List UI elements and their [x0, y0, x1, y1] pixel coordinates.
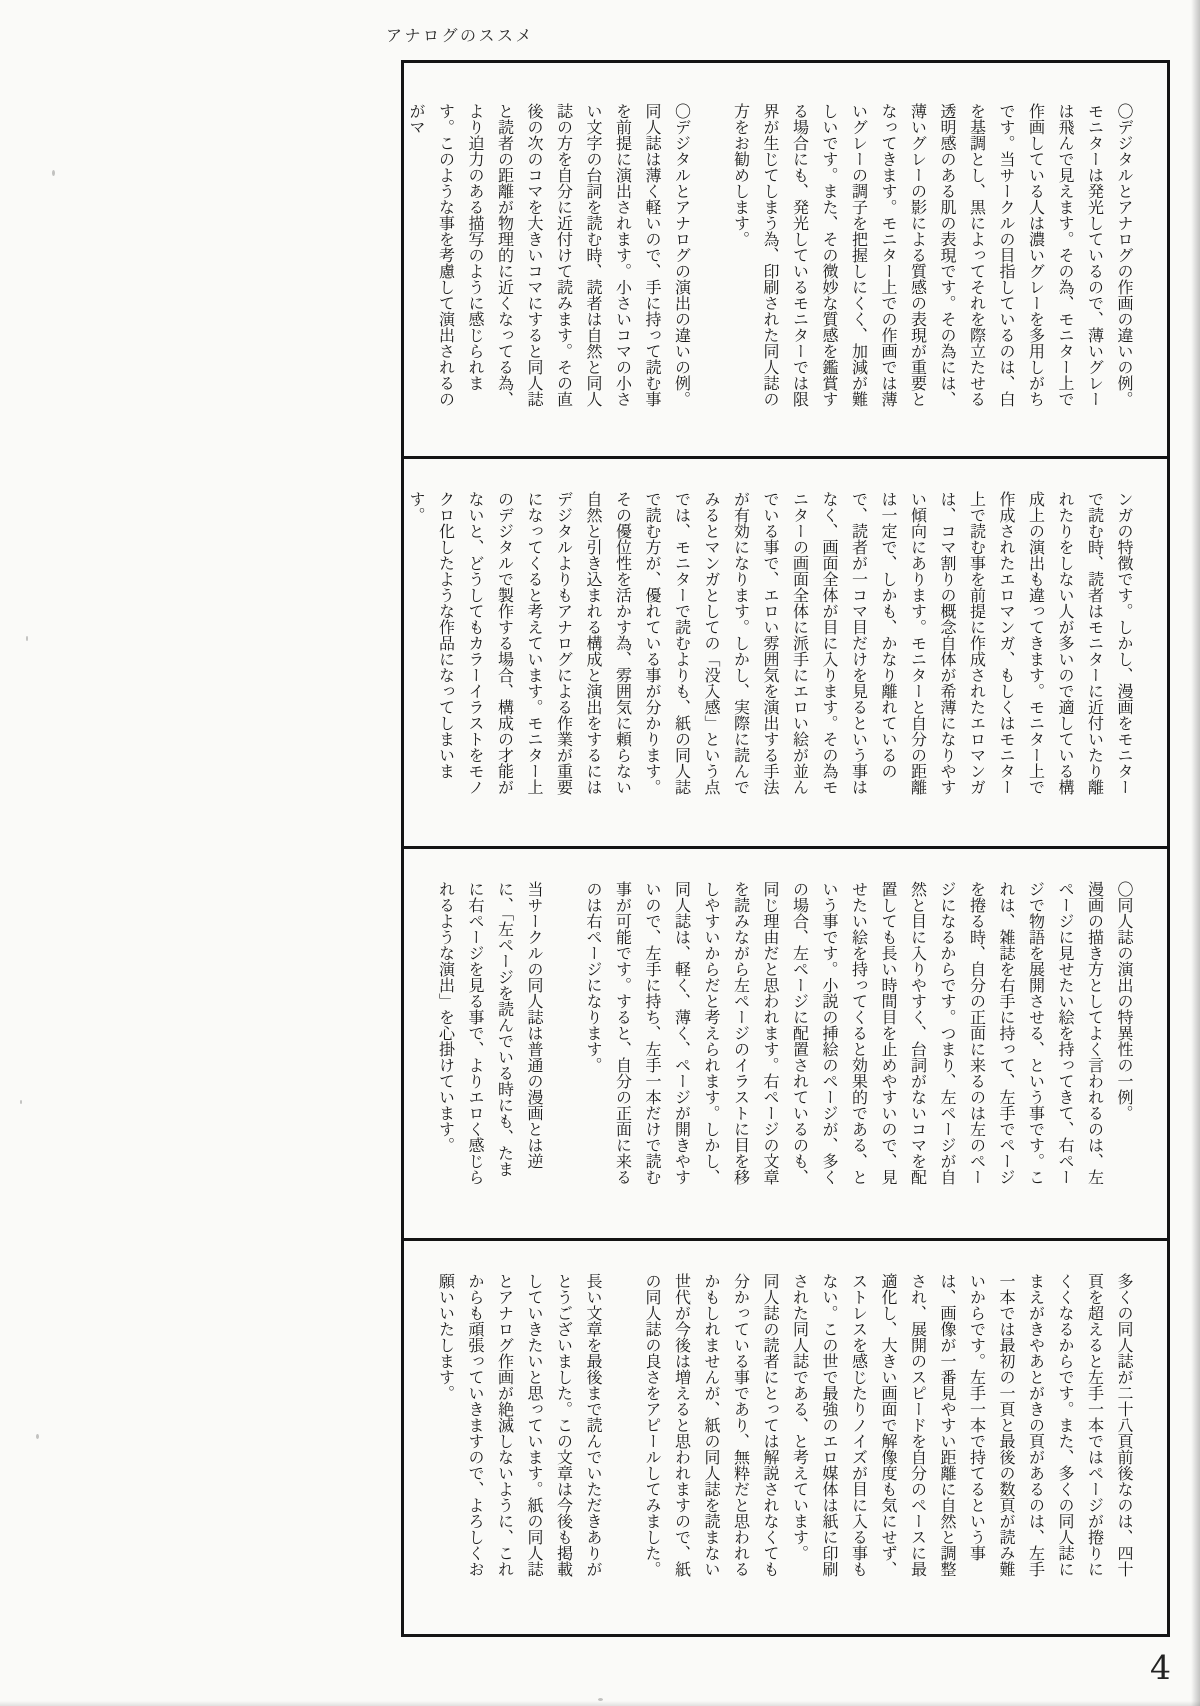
text-column-paragraph: ンガの特徴です。しかし、漫画をモニターで読む時、読者はモニターに近付いたり離れたりをしない人が多いので適している構成上の演出も違ってきます。モニター上で作成されたエロマンガ、もしくはモニター上で読む事を前提に作成されたエロマンガは、コマ割りの概念自体が希薄になりやすい傾向にあります。モニターと自分の距離は一定で、しかも、かなり離れているので、読者が一コマ目だけを見るという事はなく、画面全体が目に入ります。その為モニターの画面全体に派手にエロい絵が並んでいる事で、エロい雰囲気を演出する手法が有効になります。しかし、実際に読んでみるとマンガとしての「没入感」という点では、モニターで読むよりも、紙の同人誌で読む方が、優れている事が分かります。その優位性を活かす為、雰囲気に頼らない自然と引き込まれる構成と演出をするにはデジタルよりもアナログによる作業が重要になってくると考えています。モニター上のデジタルで製作する場合、構成の才能がないと、どうしてもカラーイラストをモノクロ化したような作品になってしまいます。 [407, 491, 1134, 795]
text-column-paragraph: 同人誌は薄く軽いので、手に持って読む事を前提に演出されます。小さいコマの小さい文字の台詞を読む時、読者は自然と同人誌の方を自分に近付けて読みます。その直後の次のコマを大きいコマにすると同人誌と読者の距離が物理的に近くなってる為、より迫力のある描写のように感じられます。このような事を考慮して演出されるのがマ [407, 103, 662, 407]
page-header-title: アナログのススメ [386, 26, 535, 45]
text-box-monitor-reading [404, 456, 1167, 846]
text-box-doujinshi-staging [404, 846, 1167, 1238]
text-column-paragraph: 〇デジタルとアナログの演出の違いの例。 [672, 103, 692, 407]
scan-edge-shading-right [1191, 0, 1200, 1706]
text-column-paragraph: モニターは発光しているので、薄いグレーは飛んで見えます。その為、モニター上で作画している人は濃いグレーを多用しがちです。当サークルの目指しているのは、白を基調とし、黒によってそれを際立たせる透明感のある肌の表現です。その為には、薄いグレーの影による質感の表現が重要となってきます。モニター上での作画では薄いグレーの調子を把握しにくく、加減が難しいです。また、その微妙な質感を鑑賞する場合にも、発光しているモニターでは限界が生じてしまう為、印刷された同人誌の方をお勧めします。 [731, 103, 1105, 407]
text-column-paragraph: 同人誌の読者にとっては解説されなくても分かっている事であり、無粋だと思われるかもしれませんが、紙の同人誌を読まない世代が今後は増えると思われますので、紙の同人誌の良さをアピールしてみました。 [643, 1273, 780, 1577]
text-column-paragraph: 漫画の描き方としてよく言われるのは、左ページに見せたい絵を持ってきて、右ページで物語を展開させる、という事です。これは、雑誌を右手に持って、左手でページを捲る時、自分の正面に来るのは左のページになるからです。つまり、左ページが自然と目に入りやすく、台詞がないコマを配置しても長い時間目を止めやすいので、見せたい絵を持ってくると効果的である、という事です。小説の挿絵のページが、多くの場合、左ページに配置されているのも、同じ理由だと思われます。右ページの文章を読みながら左ページのイラストに目を移しやすいからだと考えられます。しかし、同人誌は、軽く、薄く、ページが開きやすいので、左手に持ち、左手一本だけで読む事が可能です。すると、自分の正面に来るのは右ページになります。 [584, 881, 1105, 1185]
text-column-paragraph: 当サークルの同人誌は普通の漫画とは逆に、「左ページを読んでいる時にも、たまに右ページを見る事で、よりエロく感じられるような演出」を心掛けています。 [436, 881, 544, 1185]
text-boxes-container [401, 60, 1170, 1637]
scan-speck [36, 1434, 39, 1439]
text-column-paragraph: 〇デジタルとアナログの作画の違いの例。 [1115, 103, 1134, 407]
text-column-paragraph: 多くの同人誌が二十八頁前後なのは、四十頁を超えると左手一本ではページが捲りにくくなるからです。また、多くの同人誌にまえがきやあとがきの頁があるのは、左手一本では最初の一頁と最後の数頁が読み難いからです。左手一本で持てるという事は、画像が一番見やすい距離に自然と調整され、展開のスピードを自分のペースに最適化し、大きい画面で解像度も気にせず、ストレスを感じたりノイズが目に入る事もない。この世で最強のエロ媒体は紙に印刷された同人誌である、と考えています。 [790, 1273, 1134, 1577]
scan-speck [52, 170, 55, 176]
text-column-paragraph: 長い文章を最後まで読んでいただきありがとうございました。この文章は今後も掲載していきたいと思っています。紙の同人誌とアナログ作画が絶滅しないように、これからも頑張っていきますので、よろしくお願いいたします。 [436, 1273, 603, 1577]
scan-speck [26, 636, 28, 641]
scan-edge-shading-bottom [0, 1701, 1200, 1706]
scan-speck [20, 1100, 22, 1104]
text-box-paper-media-afterword [404, 1238, 1167, 1634]
page-number: 4 [1150, 1648, 1171, 1687]
text-box-digital-vs-analog-drawing [404, 63, 1167, 456]
text-column-paragraph: 〇同人誌の演出の特異性の一例。 [1115, 881, 1134, 1121]
scan-speck [598, 1698, 603, 1701]
